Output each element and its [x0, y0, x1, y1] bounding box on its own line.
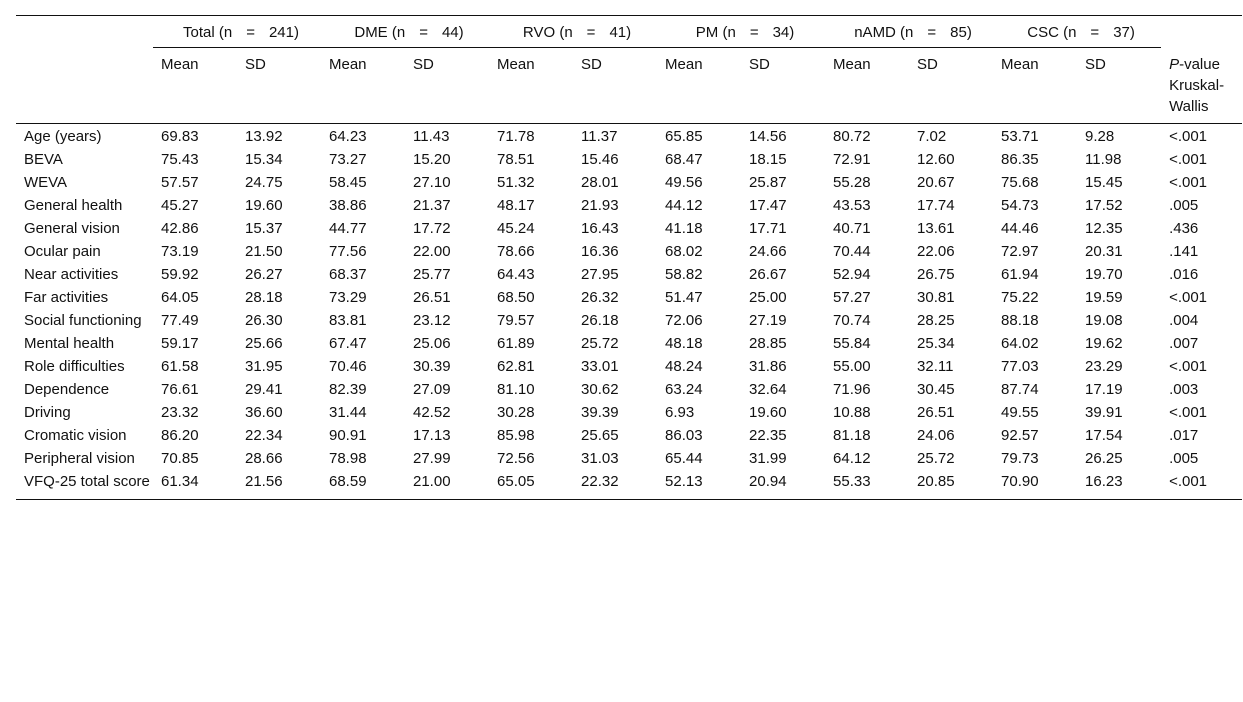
- mean-cell: 23.32: [161, 403, 199, 421]
- sd-cell: 19.62: [1085, 334, 1123, 352]
- mean-cell: 6.93: [665, 403, 695, 421]
- sd-cell: 28.85: [749, 334, 787, 352]
- mean-cell: 92.57: [1001, 426, 1039, 444]
- mean-cell: 48.17: [497, 196, 535, 214]
- sd-cell: 25.77: [413, 265, 451, 283]
- sd-cell: 26.51: [413, 288, 451, 306]
- mean-header: Mean: [161, 56, 199, 73]
- mean-cell: 81.18: [833, 426, 871, 444]
- mean-cell: 61.34: [161, 472, 199, 490]
- p-value-cell: .004: [1169, 311, 1199, 329]
- mean-cell: 70.74: [833, 311, 871, 329]
- sd-cell: 26.25: [1085, 449, 1123, 467]
- mean-cell: 79.73: [1001, 449, 1039, 467]
- mean-cell: 44.12: [665, 196, 703, 214]
- mean-cell: 44.46: [1001, 219, 1039, 237]
- sd-cell: 15.34: [245, 150, 283, 168]
- mean-header: Mean: [665, 56, 703, 73]
- sd-cell: 17.47: [749, 196, 787, 214]
- mean-cell: 55.28: [833, 173, 871, 191]
- p-value-cell: .016: [1169, 265, 1199, 283]
- mean-cell: 70.85: [161, 449, 199, 467]
- sd-header: SD: [413, 56, 434, 73]
- sd-cell: 32.11: [917, 357, 954, 375]
- sd-cell: 30.62: [581, 380, 619, 398]
- sd-header: SD: [581, 56, 602, 73]
- mean-cell: 85.98: [497, 426, 535, 444]
- mean-cell: 48.24: [665, 357, 703, 375]
- mean-cell: 52.94: [833, 265, 871, 283]
- mean-cell: 63.24: [665, 380, 703, 398]
- sd-cell: 19.70: [1085, 265, 1123, 283]
- sd-cell: 25.72: [581, 334, 619, 352]
- p-value-group-spacer: [1161, 16, 1242, 48]
- mean-cell: 55.00: [833, 357, 871, 375]
- sd-cell: 17.52: [1085, 196, 1123, 214]
- sd-cell: 17.13: [413, 426, 451, 444]
- sd-cell: 23.29: [1085, 357, 1123, 375]
- group-header-row: [16, 16, 1242, 48]
- sd-cell: 19.60: [749, 403, 787, 421]
- sd-cell: 31.99: [749, 449, 787, 467]
- mean-cell: 70.46: [329, 357, 367, 375]
- table-row: [16, 285, 1242, 308]
- sd-cell: 26.67: [749, 265, 787, 283]
- mean-cell: 52.13: [665, 472, 703, 490]
- mean-header: Mean: [1001, 56, 1039, 73]
- row-label: General health: [24, 196, 123, 214]
- mean-cell: 48.18: [665, 334, 703, 352]
- p-value-cell: <.001: [1169, 472, 1208, 490]
- sd-cell: 27.10: [413, 173, 451, 191]
- sd-cell: 20.31: [1085, 242, 1123, 260]
- mean-header: Mean: [497, 56, 535, 73]
- mean-cell: 49.55: [1001, 403, 1039, 421]
- p-value-cell: .003: [1169, 380, 1199, 398]
- sd-cell: 27.95: [581, 265, 619, 283]
- sd-cell: 21.37: [413, 196, 451, 214]
- sd-cell: 22.34: [245, 426, 283, 444]
- sd-cell: 9.28: [1077, 123, 1161, 147]
- row-label: Peripheral vision: [24, 449, 135, 467]
- p-value-cell: <.001: [1169, 357, 1208, 375]
- p-value-cell: .007: [1169, 334, 1199, 352]
- p-value-cell: <.001: [1169, 150, 1208, 168]
- mean-cell: 55.84: [833, 334, 871, 352]
- mean-cell: 58.82: [665, 265, 703, 283]
- sd-cell: 31.86: [749, 357, 787, 375]
- table-row: [16, 170, 1242, 193]
- mean-cell: 64.02: [1001, 334, 1039, 352]
- group-header-dme: DME (n = 44): [321, 16, 489, 48]
- p-value-cell: .005: [1169, 196, 1199, 214]
- sd-cell: 39.39: [581, 403, 619, 421]
- sd-header: SD: [749, 56, 770, 73]
- mean-cell: 58.45: [329, 173, 367, 191]
- row-label: Dependence: [24, 380, 110, 398]
- table-row: [16, 377, 1242, 400]
- row-label: WEVA: [24, 173, 68, 191]
- mean-cell: 51.47: [665, 288, 703, 306]
- sd-cell: 19.08: [1085, 311, 1123, 329]
- mean-cell: 57.57: [161, 173, 199, 191]
- sd-cell: 19.59: [1085, 288, 1123, 306]
- mean-cell: 10.88: [833, 403, 871, 421]
- sd-cell: 23.12: [413, 311, 451, 329]
- mean-header: Mean: [329, 56, 367, 73]
- row-label: BEVA: [24, 150, 63, 168]
- mean-cell: 55.33: [833, 472, 871, 490]
- sd-cell: 25.34: [917, 334, 955, 352]
- group-header-pm: PM (n = 34): [657, 16, 825, 48]
- sd-cell: 14.56: [741, 123, 825, 147]
- sd-cell: 28.01: [581, 173, 619, 191]
- mean-cell: 86.35: [1001, 150, 1039, 168]
- mean-cell: 71.78: [489, 123, 573, 147]
- sd-header: SD: [245, 56, 266, 73]
- row-label: Role difficulties: [24, 357, 125, 375]
- row-label: Driving: [24, 403, 71, 421]
- sd-cell: 33.01: [581, 357, 619, 375]
- mean-cell: 75.68: [1001, 173, 1039, 191]
- sd-cell: 27.19: [749, 311, 787, 329]
- sd-cell: 17.72: [413, 219, 451, 237]
- sd-cell: 17.54: [1085, 426, 1123, 444]
- sd-cell: 26.75: [917, 265, 955, 283]
- row-label: Social functioning: [24, 311, 142, 329]
- mean-cell: 77.49: [161, 311, 199, 329]
- mean-cell: 45.27: [161, 196, 199, 214]
- sd-cell: 16.23: [1085, 472, 1123, 490]
- sd-cell: 22.06: [917, 242, 955, 260]
- mean-cell: 80.72: [825, 123, 909, 147]
- mean-cell: 73.19: [161, 242, 199, 260]
- mean-cell: 77.56: [329, 242, 367, 260]
- p-value-header: P-value Kruskal-Wallis: [1169, 55, 1225, 115]
- sd-cell: 13.61: [917, 219, 955, 237]
- sd-cell: 30.81: [917, 288, 955, 306]
- mean-cell: 70.90: [1001, 472, 1039, 490]
- mean-cell: 57.27: [833, 288, 871, 306]
- sd-cell: 7.02: [909, 123, 993, 147]
- sd-header: SD: [1085, 56, 1106, 73]
- sd-cell: 26.51: [917, 403, 955, 421]
- mean-cell: 68.37: [329, 265, 367, 283]
- sd-cell: 12.35: [1085, 219, 1123, 237]
- sd-cell: 31.03: [581, 449, 619, 467]
- table-row: [16, 147, 1242, 170]
- mean-cell: 87.74: [1001, 380, 1039, 398]
- sd-cell: 28.25: [917, 311, 955, 329]
- sd-cell: 25.65: [581, 426, 619, 444]
- mean-cell: 86.03: [665, 426, 703, 444]
- sd-cell: 39.91: [1085, 403, 1123, 421]
- mean-cell: 31.44: [329, 403, 367, 421]
- sd-cell: 22.00: [413, 242, 451, 260]
- table-row: [16, 331, 1242, 354]
- sd-cell: 24.06: [917, 426, 955, 444]
- mean-cell: 59.92: [161, 265, 199, 283]
- mean-cell: 64.43: [497, 265, 535, 283]
- mean-cell: 67.47: [329, 334, 367, 352]
- mean-cell: 73.29: [329, 288, 367, 306]
- mean-cell: 45.24: [497, 219, 535, 237]
- mean-cell: 49.56: [665, 173, 703, 191]
- sd-cell: 24.75: [245, 173, 283, 191]
- sd-cell: 15.45: [1085, 173, 1123, 191]
- mean-cell: 64.12: [833, 449, 871, 467]
- mean-cell: 30.28: [497, 403, 535, 421]
- sd-cell: 11.43: [405, 123, 489, 147]
- sd-header: SD: [917, 56, 938, 73]
- sub-header-row: [16, 48, 1242, 124]
- mean-cell: 78.98: [329, 449, 367, 467]
- mean-cell: 88.18: [1001, 311, 1039, 329]
- mean-cell: 65.85: [657, 123, 741, 147]
- sd-cell: 21.56: [245, 472, 283, 490]
- table-row: [16, 469, 1242, 500]
- sd-cell: 20.85: [917, 472, 955, 490]
- sd-cell: 12.60: [917, 150, 955, 168]
- p-value-cell: .141: [1169, 242, 1199, 260]
- sd-cell: 15.37: [245, 219, 283, 237]
- mean-cell: 53.71: [993, 123, 1077, 147]
- row-label: Mental health: [24, 334, 115, 352]
- mean-cell: 78.51: [497, 150, 535, 168]
- p-value-cell: <.001: [1169, 173, 1208, 191]
- sd-cell: 26.32: [581, 288, 619, 306]
- mean-cell: 76.61: [161, 380, 199, 398]
- mean-cell: 68.50: [497, 288, 535, 306]
- mean-cell: 38.86: [329, 196, 367, 214]
- table-row: [16, 400, 1242, 423]
- mean-cell: 75.22: [1001, 288, 1039, 306]
- mean-cell: 72.56: [497, 449, 535, 467]
- table-body: [16, 123, 1242, 499]
- mean-cell: 51.32: [497, 173, 535, 191]
- sd-cell: 31.95: [245, 357, 283, 375]
- group-header-total: Total (n = 241): [153, 16, 321, 48]
- results-table-container: [16, 15, 1242, 500]
- sd-cell: 21.93: [581, 196, 619, 214]
- sd-cell: 30.45: [917, 380, 955, 398]
- mean-cell: 78.66: [497, 242, 535, 260]
- sd-cell: 32.64: [749, 380, 787, 398]
- row-label: Near activities: [24, 265, 119, 283]
- row-label: Cromatic vision: [24, 426, 127, 444]
- p-value-cell: .017: [1169, 426, 1199, 444]
- mean-cell: 61.58: [161, 357, 199, 375]
- mean-cell: 68.02: [665, 242, 703, 260]
- table-row: [16, 123, 1242, 147]
- sd-cell: 13.92: [237, 123, 321, 147]
- sd-cell: 22.35: [749, 426, 787, 444]
- row-label: VFQ-25 total score: [24, 472, 150, 490]
- sd-cell: 27.99: [413, 449, 451, 467]
- p-value-cell: <.001: [1169, 288, 1208, 306]
- mean-cell: 75.43: [161, 150, 199, 168]
- mean-cell: 59.17: [161, 334, 199, 352]
- table-row: [16, 354, 1242, 377]
- mean-cell: 70.44: [833, 242, 871, 260]
- sd-cell: 25.06: [413, 334, 451, 352]
- mean-cell: 90.91: [329, 426, 367, 444]
- p-value-cell: <.001: [1169, 403, 1208, 421]
- mean-cell: 61.94: [1001, 265, 1039, 283]
- sd-cell: 25.66: [245, 334, 283, 352]
- mean-cell: 82.39: [329, 380, 367, 398]
- mean-cell: 71.96: [833, 380, 871, 398]
- mean-cell: 83.81: [329, 311, 367, 329]
- sd-cell: 15.46: [581, 150, 619, 168]
- mean-cell: 81.10: [497, 380, 535, 398]
- label-header-spacer: [16, 48, 153, 124]
- table-row: [16, 216, 1242, 239]
- sd-cell: 21.50: [245, 242, 283, 260]
- sd-cell: 26.30: [245, 311, 283, 329]
- table-row: [16, 308, 1242, 331]
- sd-cell: 28.18: [245, 288, 283, 306]
- sd-cell: 22.32: [581, 472, 619, 490]
- mean-cell: 44.77: [329, 219, 367, 237]
- corner-cell: [16, 16, 153, 48]
- mean-cell: 62.81: [497, 357, 535, 375]
- table-row: [16, 239, 1242, 262]
- sd-cell: 16.43: [581, 219, 619, 237]
- sd-cell: 11.37: [573, 123, 657, 147]
- mean-cell: 54.73: [1001, 196, 1039, 214]
- sd-cell: 21.00: [413, 472, 451, 490]
- mean-cell: 41.18: [665, 219, 703, 237]
- row-label: Far activities: [24, 288, 109, 306]
- table-row: [16, 423, 1242, 446]
- mean-cell: 65.05: [497, 472, 535, 490]
- mean-cell: 72.06: [665, 311, 703, 329]
- group-header-namd: nAMD (n = 85): [825, 16, 993, 48]
- mean-cell: 69.83: [153, 123, 237, 147]
- table-row: [16, 193, 1242, 216]
- sd-cell: 20.67: [917, 173, 955, 191]
- mean-cell: 64.05: [161, 288, 199, 306]
- row-label: General vision: [24, 219, 120, 237]
- mean-cell: 73.27: [329, 150, 367, 168]
- p-value-cell: .005: [1169, 449, 1199, 467]
- sd-cell: 15.20: [413, 150, 451, 168]
- mean-cell: 42.86: [161, 219, 199, 237]
- group-header-rvo: RVO (n = 41): [489, 16, 657, 48]
- sd-cell: 26.18: [581, 311, 619, 329]
- row-label: Age (years): [16, 123, 153, 147]
- p-value-cell: .436: [1169, 219, 1199, 237]
- mean-cell: 72.91: [833, 150, 871, 168]
- table-header: [16, 16, 1242, 124]
- sd-cell: 30.39: [413, 357, 451, 375]
- group-header-csc: CSC (n = 37): [993, 16, 1161, 48]
- mean-cell: 77.03: [1001, 357, 1039, 375]
- sd-cell: 36.60: [245, 403, 283, 421]
- sd-cell: 28.66: [245, 449, 283, 467]
- p-value-cell: <.001: [1161, 123, 1242, 147]
- sd-cell: 26.27: [245, 265, 283, 283]
- sd-cell: 18.15: [749, 150, 787, 168]
- sd-cell: 27.09: [413, 380, 451, 398]
- mean-cell: 65.44: [665, 449, 703, 467]
- mean-cell: 64.23: [321, 123, 405, 147]
- table-row: [16, 446, 1242, 469]
- mean-cell: 68.59: [329, 472, 367, 490]
- sd-cell: 17.71: [749, 219, 787, 237]
- sd-cell: 29.41: [245, 380, 283, 398]
- mean-cell: 61.89: [497, 334, 535, 352]
- sd-cell: 24.66: [749, 242, 787, 260]
- sd-cell: 19.60: [245, 196, 283, 214]
- table-row: [16, 262, 1242, 285]
- sd-cell: 17.74: [917, 196, 955, 214]
- sd-cell: 17.19: [1085, 380, 1123, 398]
- sd-cell: 25.87: [749, 173, 787, 191]
- sd-cell: 42.52: [413, 403, 451, 421]
- sd-cell: 25.00: [749, 288, 787, 306]
- mean-cell: 79.57: [497, 311, 535, 329]
- sd-cell: 25.72: [917, 449, 955, 467]
- sd-cell: 11.98: [1085, 150, 1122, 168]
- mean-cell: 40.71: [833, 219, 871, 237]
- mean-cell: 43.53: [833, 196, 871, 214]
- mean-header: Mean: [833, 56, 871, 73]
- sd-cell: 20.94: [749, 472, 787, 490]
- mean-cell: 86.20: [161, 426, 199, 444]
- row-label: Ocular pain: [24, 242, 101, 260]
- mean-cell: 72.97: [1001, 242, 1039, 260]
- sd-cell: 16.36: [581, 242, 619, 260]
- mean-cell: 68.47: [665, 150, 703, 168]
- results-table: [16, 15, 1242, 500]
